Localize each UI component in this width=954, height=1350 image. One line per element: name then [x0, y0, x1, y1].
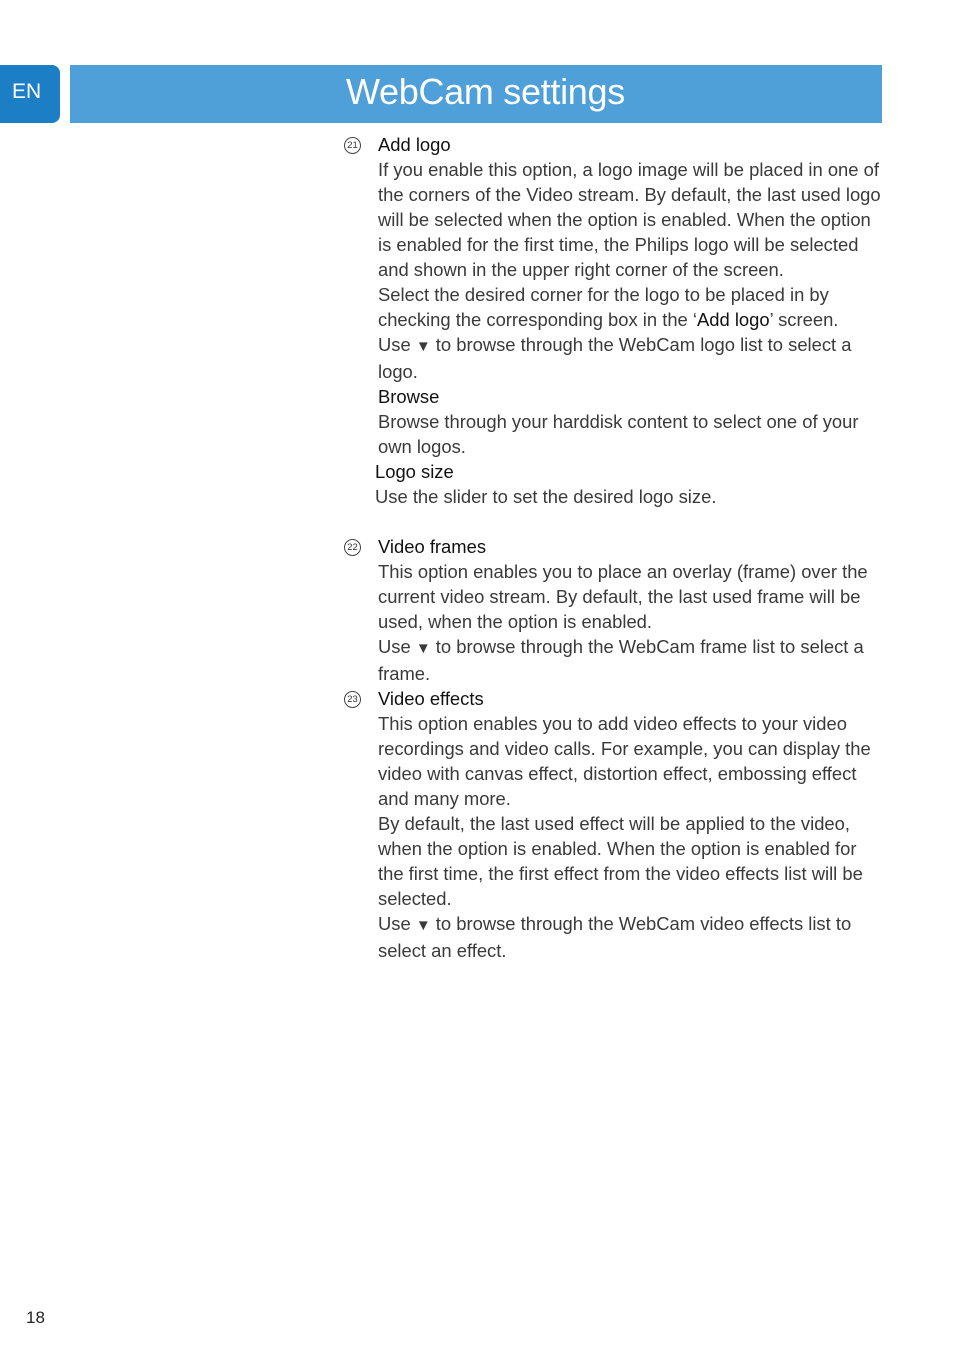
subheading-logo-size: Logo size: [375, 461, 454, 482]
item-number: 21: [344, 137, 361, 154]
page-title: WebCam settings: [346, 71, 625, 112]
paragraph: By default, the last used effect will be applied to the video, when the option is enabled. When the option is enabled for the first time, the first effect from the video effects list will be selected.: [378, 813, 863, 909]
paragraph: This option enables you to place an overlay (frame) over the current video stream. By default, the last used frame will be used, when the option is enabled.: [378, 561, 868, 632]
title-bar: [70, 65, 882, 123]
paragraph: If you enable this option, a logo image will be placed in one of the corners of the Video stream. By default, the last used logo will be selected when the option is enabled. When the option is enabled for the first time, the Philips logo will be selected and shown in the upper right corner of the screen.: [378, 159, 881, 280]
down-arrow-icon: ▼: [415, 338, 431, 355]
item-add-logo: [344, 132, 884, 509]
paragraph: Use ▼ to browse through the WebCam video effects list to select an effect.: [378, 913, 852, 961]
main-content: [344, 132, 884, 963]
item-video-frames: [344, 534, 884, 686]
item-number: 23: [344, 691, 361, 708]
item-number: 22: [344, 539, 361, 556]
paragraph: Use ▼ to browse through the WebCam frame list to select a frame.: [378, 636, 864, 684]
item-title: Video effects: [378, 688, 484, 709]
paragraph: Browse through your harddisk content to select one of your own logos.: [378, 411, 859, 457]
paragraph: Select the desired corner for the logo to be placed in by checking the corresponding box in the ‘Add logo’ screen.: [378, 284, 839, 330]
page-number: 18: [26, 1308, 45, 1327]
item-title: Add logo: [378, 134, 451, 155]
paragraph: Use the slider to set the desired logo size.: [375, 486, 717, 507]
emphasis: Add logo: [696, 309, 770, 330]
down-arrow-icon: ▼: [415, 917, 431, 934]
item-video-effects: [344, 686, 884, 963]
down-arrow-icon: ▼: [415, 640, 431, 657]
language-tab: EN: [0, 65, 60, 123]
paragraph: This option enables you to add video effects to your video recordings and video calls. For example, you can display the video with canvas effect, distortion effect, embossing effect and many more.: [378, 713, 871, 809]
paragraph: Use ▼ to browse through the WebCam logo list to select a logo.: [378, 334, 852, 382]
item-title: Video frames: [378, 536, 487, 557]
subheading-browse: Browse: [378, 386, 440, 407]
